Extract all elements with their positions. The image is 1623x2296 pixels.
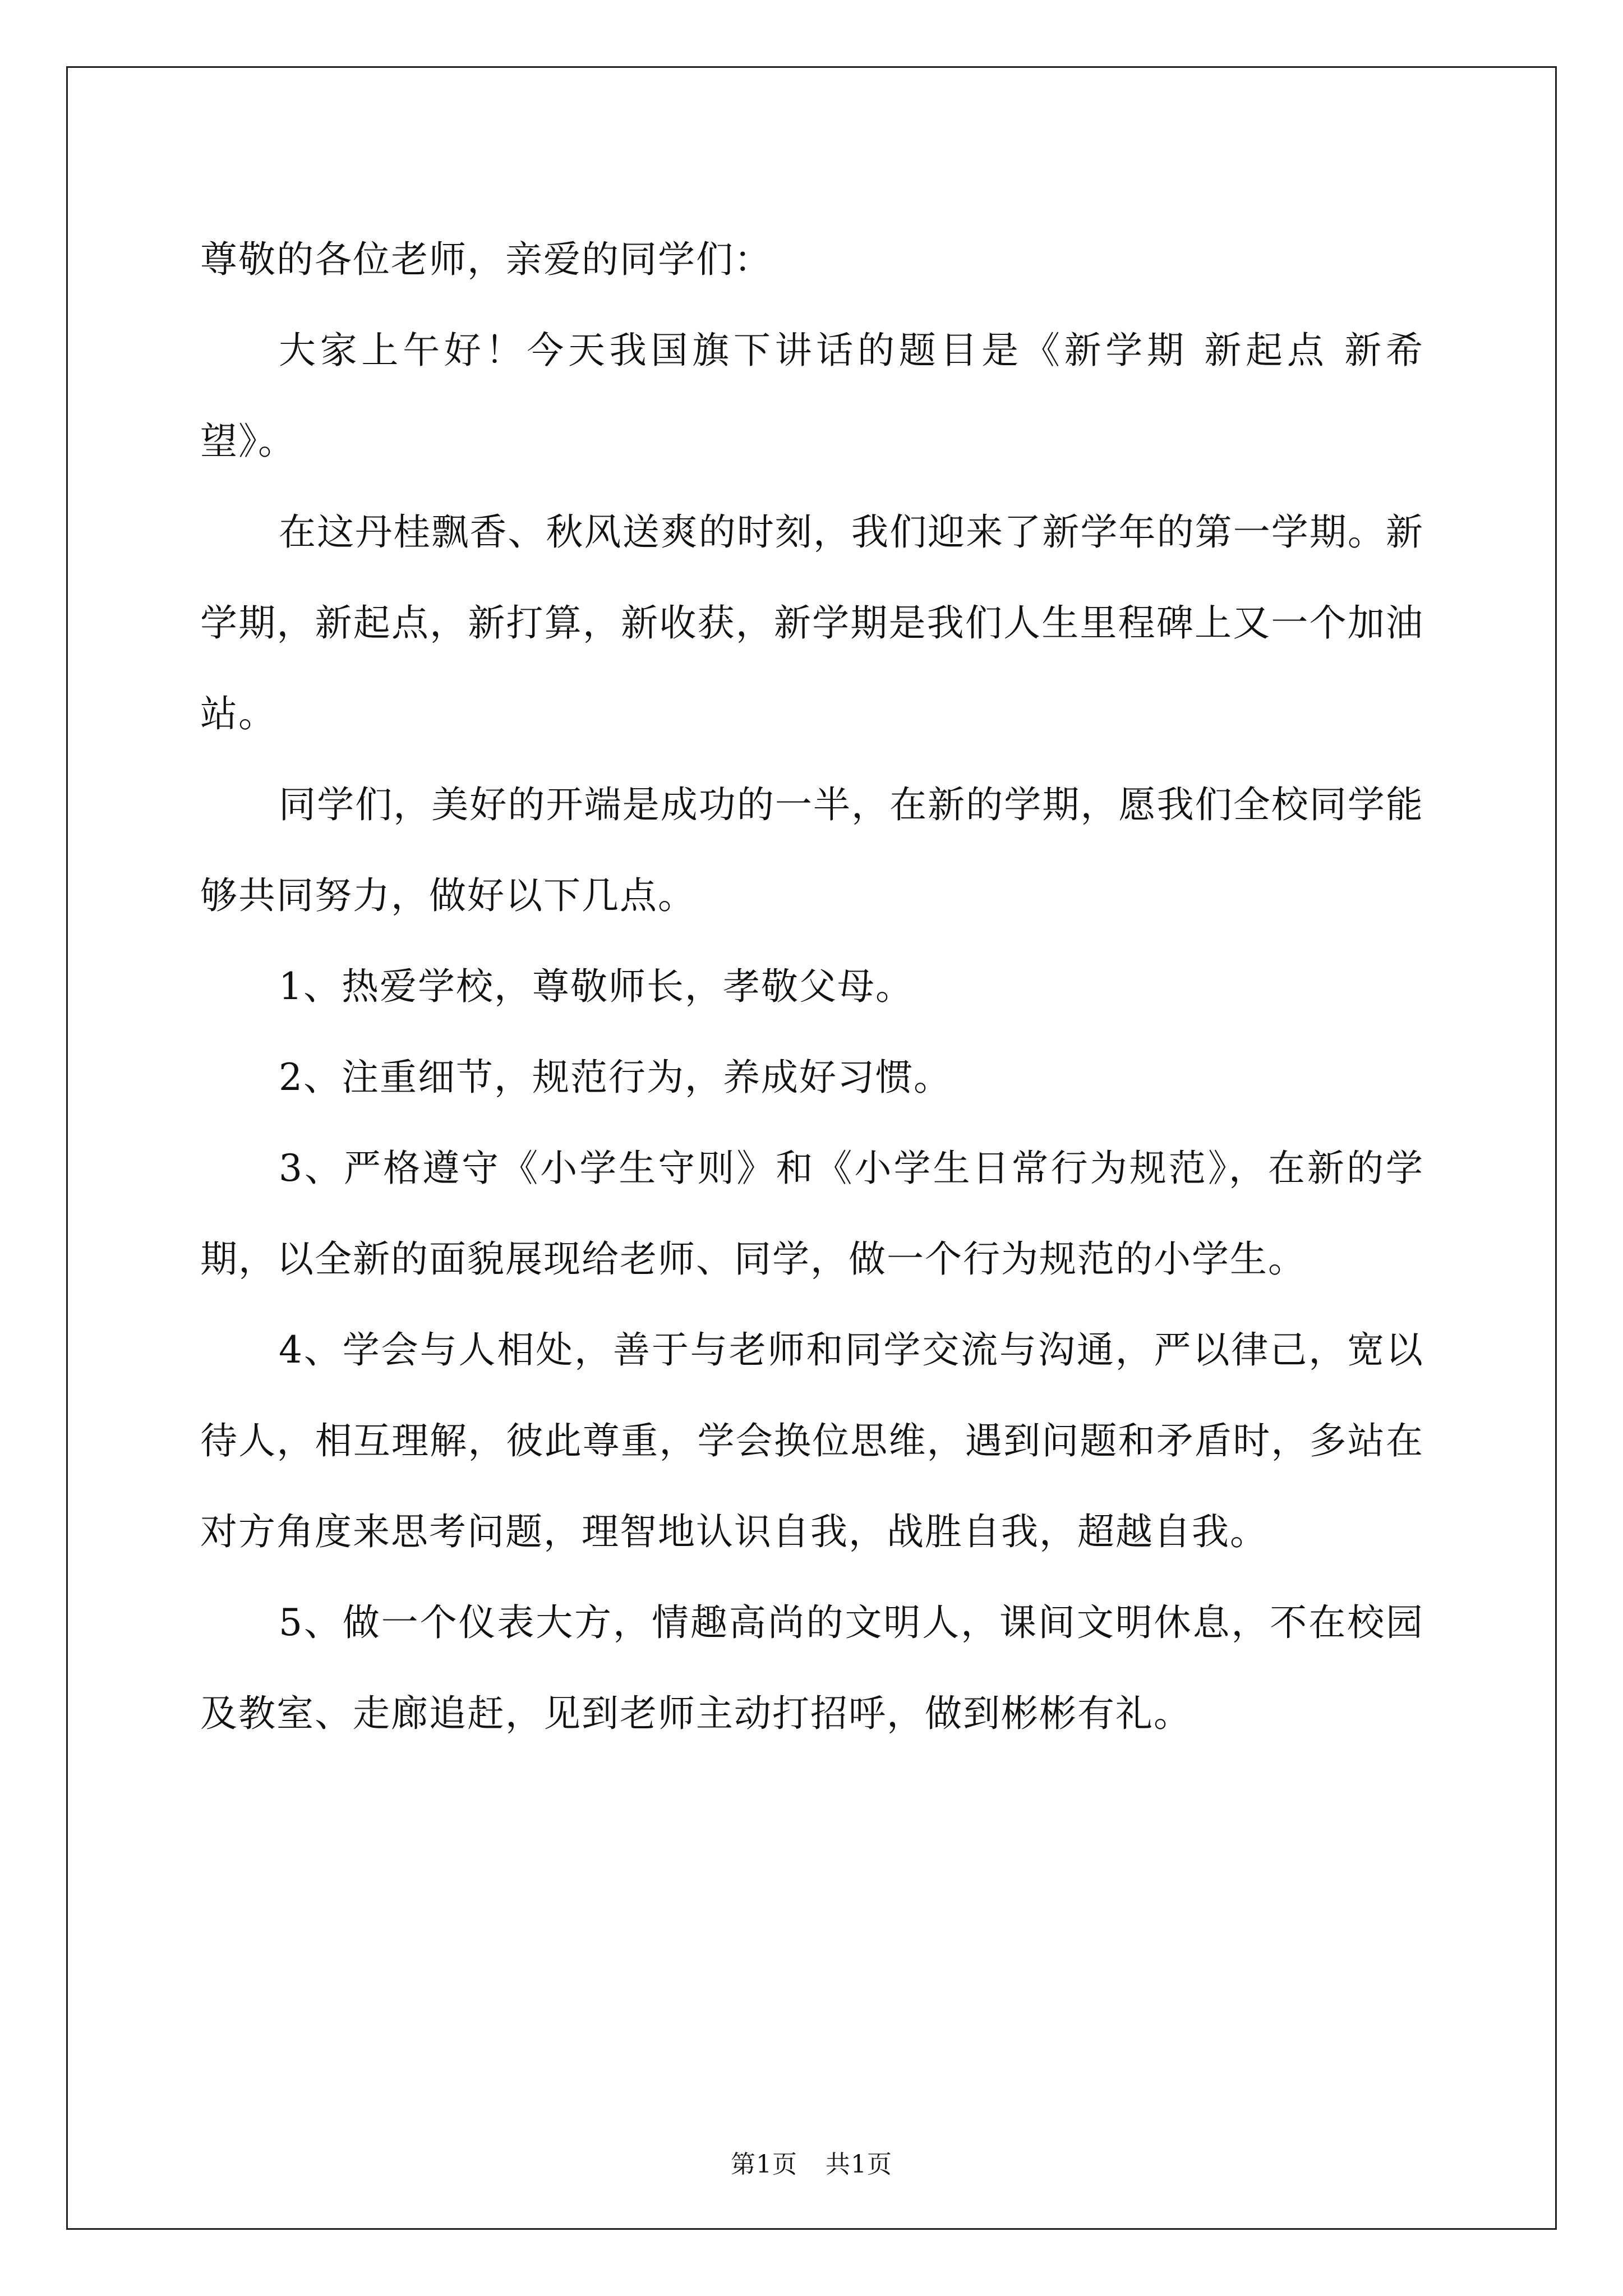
paragraph-call: 同学们，美好的开端是成功的一半，在新的学期，愿我们全校同学能够共同努力，做好以下几点。 xyxy=(200,783,1424,917)
page-footer xyxy=(0,2144,1623,2180)
list-item-2: 2、注重细节，规范行为，养成好习惯。 xyxy=(279,1056,952,1099)
paragraph-intro: 在这丹桂飘香、秋风送爽的时刻，我们迎来了新学年的第一学期。新学期，新起点，新打算，新收获，新学期是我们人生里程碑上又一个加油站。 xyxy=(200,510,1424,735)
list-item-3: 3、严格遵守《小学生守则》和《小学生日常行为规范》，在新的学期，以全新的面貌展现给老师、同学，做一个行为规范的小学生。 xyxy=(200,1147,1424,1281)
list-item-1: 1、热爱学校，尊敬师长，孝敬父母。 xyxy=(279,965,914,1008)
paragraph-title: 大家上午好！今天我国旗下讲话的题目是《新学期 新起点 新希望》。 xyxy=(200,329,1424,463)
list-item-4: 4、学会与人相处，善于与老师和同学交流与沟通，严以律己，宽以待人，相互理解，彼此尊重，学会换位思维，遇到问题和矛盾时，多站在对方角度来思考问题，理智地认识自我，战胜自我，超越自我。 xyxy=(200,1328,1424,1553)
list-item-5: 5、做一个仪表大方，情趣高尚的文明人，课间文明休息，不在校园及教室、走廊追赶，见到老师主动打招呼，做到彬彬有礼。 xyxy=(200,1601,1424,1735)
salutation: 尊敬的各位老师，亲爱的同学们： xyxy=(200,238,772,281)
page-total: 共1页 xyxy=(826,2150,892,2179)
page-number: 第1页 xyxy=(731,2150,797,2179)
document-body xyxy=(200,214,1424,1759)
